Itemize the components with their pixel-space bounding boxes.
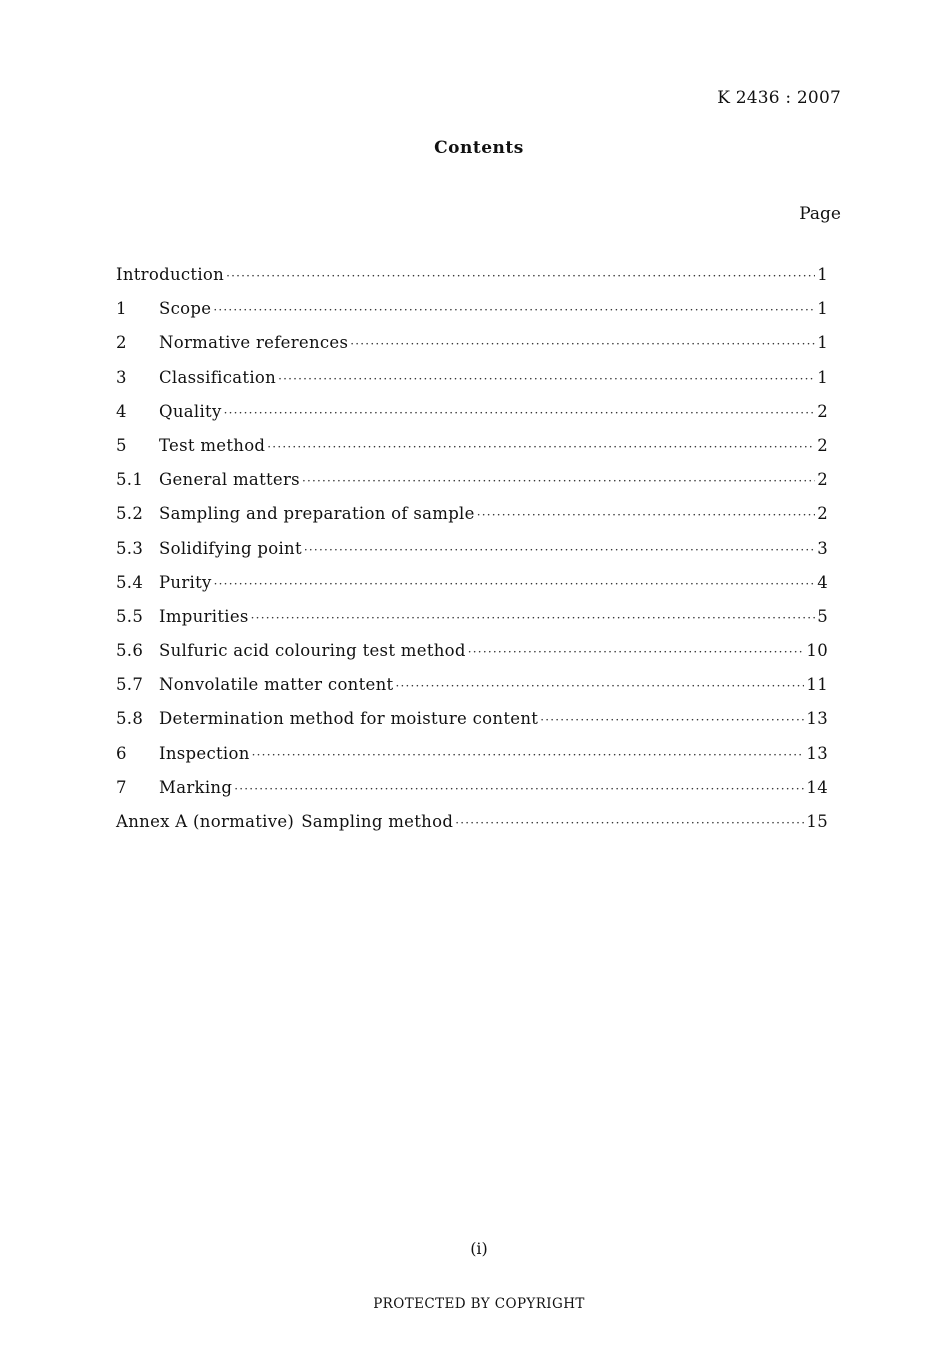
toc-entry-title: Impurities	[159, 606, 249, 626]
toc-entry-title: Solidifying point	[159, 538, 302, 558]
toc-entry-page: 5	[817, 606, 828, 626]
toc-entry-page: 2	[817, 504, 828, 524]
toc-entry-inspection[interactable]	[116, 744, 828, 778]
dot-leader	[213, 303, 815, 317]
toc-entry-page: 10	[806, 641, 828, 661]
dot-leader	[278, 372, 815, 386]
dot-leader	[477, 508, 815, 522]
dot-leader	[395, 679, 804, 693]
toc-entry-title: Quality	[159, 401, 222, 421]
toc-entry-page: 2	[817, 401, 828, 421]
toc-entry-number: 5.2	[116, 504, 144, 524]
toc-entry-scope[interactable]	[116, 299, 828, 333]
toc-entry-marking[interactable]	[116, 778, 828, 812]
dot-leader	[267, 440, 815, 454]
toc-entry-title: Determination method for moisture content	[159, 709, 539, 729]
toc-entry-number: 2	[116, 333, 127, 353]
toc-entry-page: 1	[817, 299, 828, 319]
toc-entry-number: 5.5	[116, 606, 144, 626]
toc-entry-solidifying-point[interactable]	[116, 539, 828, 573]
toc-entry-number: 5.3	[116, 538, 144, 558]
dot-leader	[224, 406, 816, 420]
toc-entry-number: 5.7	[116, 675, 144, 695]
toc-entry-sampling-preparation[interactable]	[116, 504, 828, 538]
table-of-contents	[116, 265, 828, 846]
dot-leader	[304, 543, 815, 557]
toc-entry-number: 7	[116, 777, 127, 797]
toc-entry-number: 6	[116, 743, 127, 763]
toc-entry-page: 1	[817, 367, 828, 387]
toc-entry-page: 3	[817, 538, 828, 558]
toc-entry-page: 1	[817, 333, 828, 353]
toc-entry-page: 14	[806, 777, 828, 797]
toc-entry-page: 1	[817, 265, 828, 284]
toc-entry-title: Classification	[159, 367, 277, 387]
toc-entry-page: 13	[806, 709, 828, 729]
toc-entry-number: 1	[116, 299, 127, 319]
toc-entry-moisture-content[interactable]	[116, 709, 828, 743]
toc-entry-title: General matters	[159, 470, 300, 490]
toc-entry-introduction[interactable]	[116, 265, 828, 299]
toc-entry-number: 5.6	[116, 641, 144, 661]
toc-entry-page: 2	[817, 435, 828, 455]
toc-entry-general-matters[interactable]	[116, 470, 828, 504]
toc-entry-number: 3	[116, 367, 127, 387]
standard-number: K 2436 : 2007	[717, 88, 841, 108]
toc-entry-impurities[interactable]	[116, 607, 828, 641]
toc-entry-purity[interactable]	[116, 573, 828, 607]
dot-leader	[468, 645, 805, 659]
toc-entry-title: Marking	[159, 777, 233, 797]
dot-leader	[234, 782, 804, 796]
dot-leader	[455, 816, 804, 830]
toc-entry-classification[interactable]	[116, 368, 828, 402]
page-folio: (i)	[470, 1239, 488, 1258]
toc-entry-title: Introduction	[116, 265, 225, 284]
page-column-label: Page	[799, 204, 841, 224]
toc-entry-number: 5.8	[116, 709, 144, 729]
dot-leader	[226, 269, 815, 283]
toc-entry-title: Nonvolatile matter content	[159, 675, 394, 695]
toc-entry-page: 4	[817, 572, 828, 592]
toc-entry-title: Sampling method	[301, 812, 454, 831]
copyright-notice: PROTECTED BY COPYRIGHT	[373, 1296, 585, 1312]
toc-entry-test-method[interactable]	[116, 436, 828, 470]
toc-entry-sulfuric-acid-test[interactable]	[116, 641, 828, 675]
toc-entry-page: 13	[806, 743, 828, 763]
dot-leader	[302, 474, 815, 488]
dot-leader	[214, 577, 816, 591]
toc-entry-normative-references[interactable]	[116, 333, 828, 367]
annex-label: Annex A (normative)	[116, 812, 295, 831]
toc-entry-number: 4	[116, 401, 127, 421]
toc-entry-title: Purity	[159, 572, 212, 592]
toc-entry-title: Normative references	[159, 333, 349, 353]
toc-entry-title: Test method	[159, 435, 266, 455]
dot-leader	[252, 748, 805, 762]
page-title: Contents	[434, 138, 524, 158]
toc-entry-title: Scope	[159, 299, 212, 319]
toc-entry-page: 2	[817, 470, 828, 490]
dot-leader	[251, 611, 816, 625]
toc-entry-quality[interactable]	[116, 402, 828, 436]
toc-entry-annex-a[interactable]	[116, 812, 828, 846]
dot-leader	[350, 337, 815, 351]
dot-leader	[540, 713, 804, 727]
toc-entry-title: Sulfuric acid colouring test method	[159, 641, 466, 661]
toc-entry-number: 5.1	[116, 470, 144, 490]
toc-entry-page: 11	[806, 675, 828, 695]
toc-entry-nonvolatile-matter[interactable]	[116, 675, 828, 709]
toc-entry-number: 5	[116, 435, 127, 455]
toc-entry-page: 15	[806, 812, 828, 831]
toc-entry-title: Sampling and preparation of sample	[159, 504, 475, 524]
toc-entry-number: 5.4	[116, 572, 144, 592]
toc-entry-title: Inspection	[159, 743, 250, 763]
